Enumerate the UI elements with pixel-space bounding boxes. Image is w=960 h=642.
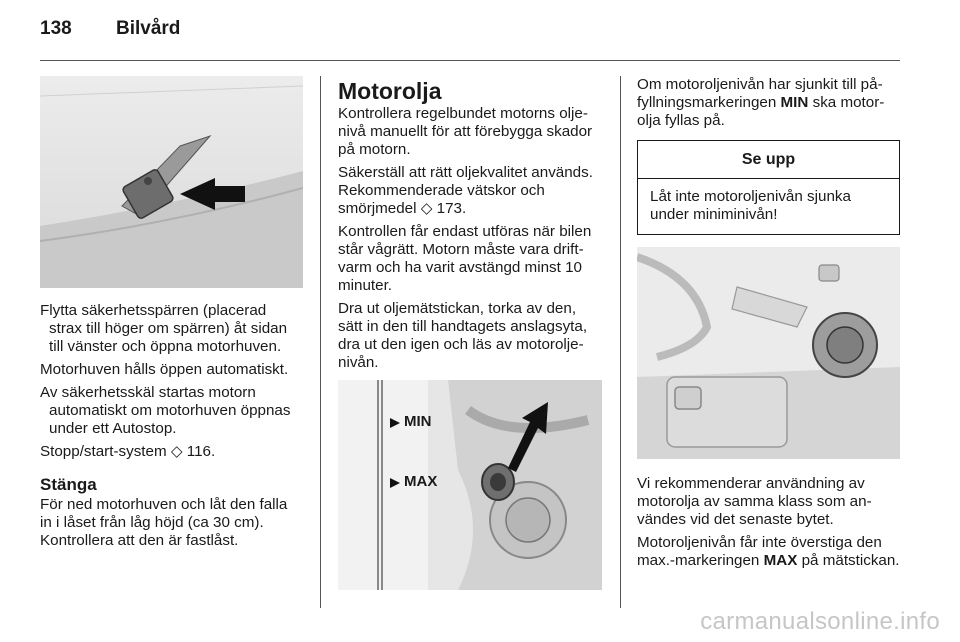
reference-icon: ◇ bbox=[420, 200, 433, 217]
paragraph: Flytta säkerhetsspärren (placerad strax till höger om spärren) åt sidan till vänster och öppna motorhuven. bbox=[40, 302, 288, 355]
watermark: carmanualsonline.info bbox=[700, 608, 940, 635]
cross-reference: Stopp/start-system ◇ 116. bbox=[40, 443, 216, 460]
column-divider bbox=[320, 76, 321, 608]
caution-title: Se upp bbox=[638, 141, 899, 179]
paragraph: Motoroljenivån får inte överstiga den max.-markeringen MAX på mätstickan. bbox=[637, 534, 900, 569]
paragraph: Av säkerhetsskäl startas motorn automatiskt om motorhuven öppnas under ett Autostop. bbox=[40, 384, 291, 437]
paragraph: Dra ut oljemätstickan, torka av den, sätt in den till handtagets anslagsyta, dra ut den igen och läs av motoroljenivån. bbox=[338, 300, 588, 371]
header-rule bbox=[40, 60, 900, 61]
dipstick-min-label: MIN bbox=[404, 413, 432, 430]
paragraph: Motorhuven hålls öppen automatiskt. bbox=[40, 361, 289, 378]
left-column bbox=[40, 76, 303, 555]
paragraph: För ned motorhuven och låt den falla in i låset från låg höjd (ca 30 cm). Kontrollera att den är fastlåst. bbox=[40, 496, 288, 549]
middle-column bbox=[338, 76, 604, 590]
reference-icon: ◇ bbox=[170, 443, 183, 460]
caution-box bbox=[637, 140, 900, 235]
cross-reference: Säkerställ att rätt oljekvalitet används. Rekommenderade vätskor och smörjmedel ◇ 173. bbox=[338, 164, 593, 217]
subheading-close: Stänga bbox=[40, 475, 97, 494]
paragraph: Kontrollen får endast utföras när bilen står vågrätt. Motorn måste vara driftvarm och ha varit avstängd minst 10 minuter. bbox=[338, 223, 592, 294]
paragraph: Kontrollera regelbundet motorns oljenivå manuellt för att förebygga skador på motorn. bbox=[338, 105, 593, 158]
section-heading: Motorolja bbox=[338, 78, 442, 104]
right-column bbox=[637, 76, 900, 575]
section-title: Bilvård bbox=[116, 18, 181, 39]
paragraph: Om motoroljenivån har sjunkit till påfyllningsmarkeringen MIN ska motorolja fyllas på. bbox=[637, 76, 885, 129]
column-divider bbox=[620, 76, 621, 608]
page-number: 138 bbox=[40, 18, 72, 39]
hood-latch-figure bbox=[40, 76, 303, 288]
dipstick-max-label: MAX bbox=[404, 473, 438, 490]
dipstick-figure bbox=[338, 380, 602, 590]
caution-text: Låt inte motoroljenivån sjunka under miniminivån! bbox=[650, 188, 851, 223]
paragraph: Vi rekommenderar användning av motorolja av samma klass som användes vid det senaste bytet. bbox=[637, 475, 872, 528]
oil-filler-cap-figure bbox=[637, 247, 900, 459]
